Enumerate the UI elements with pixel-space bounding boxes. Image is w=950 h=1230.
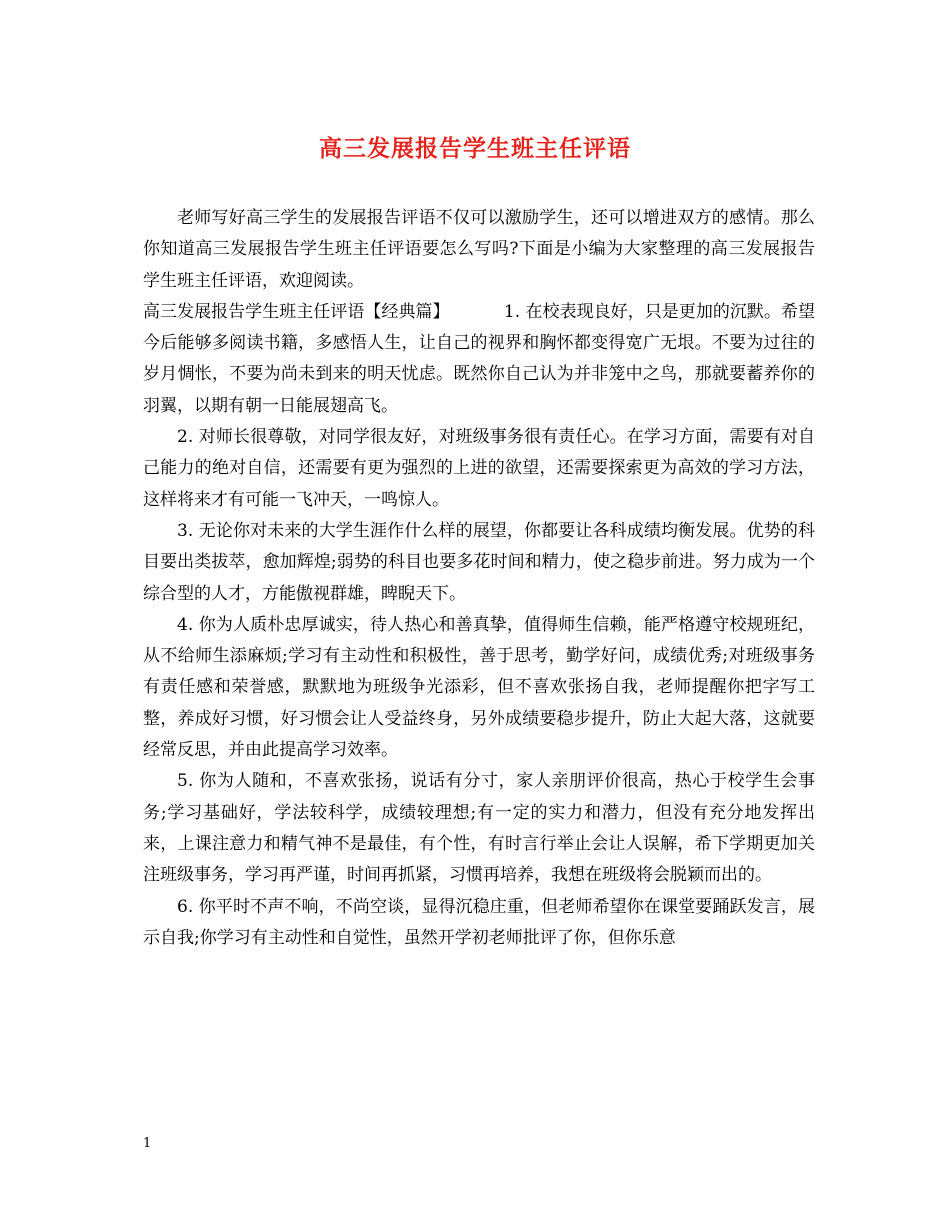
item-6-paragraph: 6. 你平时不声不响，不尚空谈，显得沉稳庄重，但老师希望你在课堂要踊跃发言，展示自我;你学习有主动性和自觉性，虽然开学初老师批评了你，但你乐意	[143, 896, 815, 948]
intro-paragraph: 老师写好高三学生的发展报告评语不仅可以激励学生，还可以增进双方的感情。那么你知道高三发展报告学生班主任评语要怎么写吗?下面是小编为大家整理的高三发展报告学生班主任评语，欢迎阅读。	[143, 208, 815, 291]
section-heading-paragraph	[143, 297, 815, 422]
item-3-paragraph: 3. 无论你对未来的大学生涯作什么样的展望，你都要让各科成绩均衡发展。优势的科目要出类拔萃，愈加辉煌;弱势的科目也要多花时间和精力，使之稳步前进。努力成为一个综合型的人才，方能傲视群雄，睥睨天下。	[143, 520, 815, 604]
item-2-paragraph: 2. 对师长很尊敬，对同学很友好，对班级事务很有责任心。在学习方面，需要有对自己能力的绝对自信，还需要有更为强烈的上进的欲望，还需要探索更为高效的学习方法，这样将来才有可能一飞冲天，一鸣惊人。	[143, 427, 815, 510]
section-gap	[450, 302, 504, 322]
item-1-body: 希望今后能够多阅读书籍，多感悟人生，让自己的视界和胸怀都变得宽广无垠。不要为过往的岁月惆怅，不要为尚未到来的明天忧虑。既然你自己认为并非笼中之鸟，那就要蓄养你的羽翼，以期有朝一日能展翅高飞。	[143, 301, 816, 416]
section-heading: 高三发展报告学生班主任评语【经典篇】	[143, 301, 450, 322]
document-body	[143, 203, 815, 954]
page-number: 1	[143, 1136, 152, 1151]
item-1-first-line: 1. 在校表现良好，只是更加的沉默。	[503, 301, 781, 322]
item-5-paragraph: 5. 你为人随和，不喜欢张扬，说话有分寸，家人亲朋评价很高，热心于校学生会事务;学习基础好，学法较科学，成绩较理想;有一定的实力和潜力，但没有充分地发挥出来，上课注意力和精气神不是最佳，有个性，有时言行举止会让人误解，希下学期更加关注班级事务，学习再严谨，时间再抓紧，习惯再培养，我想在班级将会脱颖而出的。	[143, 771, 815, 886]
document-title: 高三发展报告学生班主任评语	[319, 135, 631, 162]
item-4-paragraph: 4. 你为人质朴忠厚诚实，待人热心和善真挚，值得师生信赖，能严格遵守校规班纪，从不给师生添麻烦;学习有主动性和积极性，善于思考，勤学好问，成绩优秀;对班级事务有责任感和荣誉感，默默地为班级争光添彩，但不喜欢张扬自我，老师提醒你把字写工整，养成好习惯，好习惯会让人受益终身，另外成绩要稳步提升，防止大起大落，这就要经常反思，并由此提高学习效率。	[143, 614, 815, 761]
